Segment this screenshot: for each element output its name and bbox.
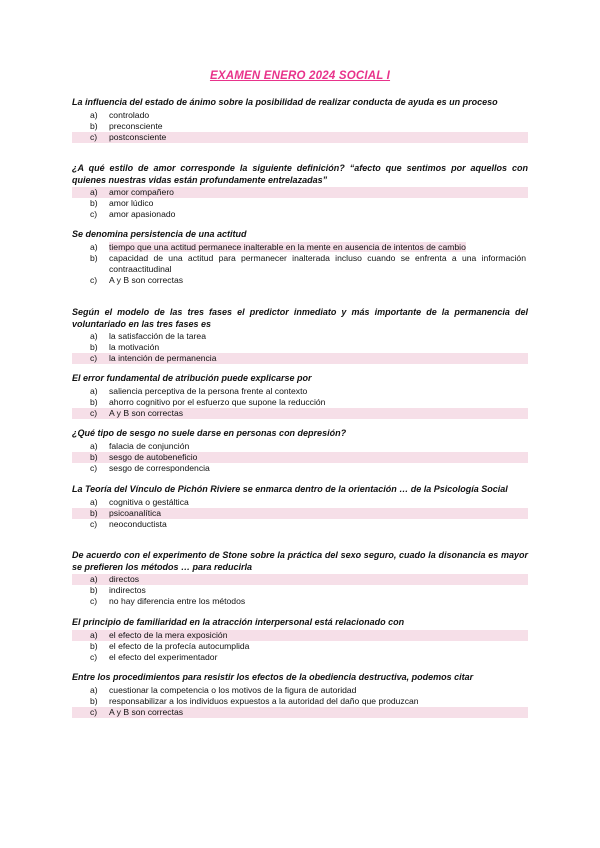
question-text: ¿Qué tipo de sesgo no suele darse en personas con depresión?: [72, 428, 347, 438]
option-a-highlighted: a) el efecto de la mera exposición: [72, 630, 528, 641]
option-b: b) indirectos: [90, 585, 146, 595]
option-a: a) cuestionar la competencia o los motivos de la figura de autoridad: [90, 684, 357, 695]
question-1: [72, 97, 528, 143]
option-a: a) la satisfacción de la tarea: [90, 331, 206, 341]
question-text: ¿A qué estilo de amor corresponde la siguiente definición? “afecto que sentimos por aquellos con quienes nuestras vidas están profundamente entrelazadas”: [72, 163, 528, 185]
option-c: c) A y B son correctas: [90, 274, 184, 285]
question-8: [72, 550, 528, 607]
option-c: c) el efecto del experimentador: [90, 651, 218, 662]
option-b: b) capacidad de una actitud para permanecer inalterada incluso cuando se enfrenta a una información contraactitudinal: [90, 252, 526, 274]
option-b-highlighted: b) psicoanalítica: [72, 508, 528, 519]
option-b-highlighted: b) sesgo de autobeneficio: [72, 452, 528, 463]
option-a: a) controlado: [90, 109, 150, 120]
option-c: c) amor apasionado: [90, 209, 176, 219]
option-c: c) no hay diferencia entre los métodos: [90, 596, 246, 606]
option-b: b) responsabilizar a los individuos expuestos a la autoridad del daño que produzcan: [90, 695, 419, 706]
exam-title: EXAMEN ENERO 2024 SOCIAL I: [209, 70, 391, 82]
question-text: Entre los procedimientos para resistir los efectos de la obediencia destructiva, podemos citar: [72, 672, 474, 682]
question-text: El error fundamental de atribución puede explicarse por: [72, 373, 312, 383]
question-text: Se denomina persistencia de una actitud: [72, 229, 247, 239]
option-b: b) preconsciente: [90, 120, 163, 131]
option-c: c) neoconductista: [90, 518, 167, 529]
question-2: [72, 163, 528, 220]
question-10: [72, 672, 528, 718]
option-b: b) ahorro cognitivo por el esfuerzo que supone la reducción: [90, 396, 326, 407]
option-c-highlighted: c) A y B son correctas: [72, 707, 528, 718]
question-text: La Teoría del Vínculo de Pichón Riviere se enmarca dentro de la orientación … de la Psicología Social: [72, 484, 508, 494]
question-7: [72, 484, 528, 530]
option-a: a) saliencia perceptiva de la persona frente al contexto: [90, 385, 308, 396]
question-6: [72, 428, 528, 474]
option-c: c) sesgo de correspondencia: [90, 462, 210, 473]
question-text: Según el modelo de las tres fases el predictor inmediato y más importante de la permanencia del voluntariado en las tres fases es: [72, 307, 528, 329]
question-text: De acuerdo con el experimento de Stone sobre la práctica del sexo seguro, cuado la disonancia es mayor se prefieren los métodos … para reducirla: [72, 550, 528, 572]
option-b: b) amor lúdico: [90, 198, 154, 208]
option-c-highlighted: c) la intención de permanencia: [72, 353, 528, 364]
option-a: a) falacia de conjunción: [90, 440, 190, 451]
option-a: a) cognitiva o gestáltica: [90, 496, 189, 507]
option-b: b) la motivación: [90, 342, 160, 352]
question-5: [72, 373, 528, 419]
option-c-highlighted: c) postconsciente: [72, 132, 528, 143]
question-9: [72, 617, 528, 663]
question-text: El principio de familiaridad en la atracción interpersonal está relacionado con: [72, 617, 405, 627]
question-3: [72, 229, 528, 286]
option-c-highlighted: c) A y B son correctas: [72, 408, 528, 419]
question-text: La influencia del estado de ánimo sobre la posibilidad de realizar conducta de ayuda es un proceso: [72, 97, 498, 107]
option-a-highlighted: a) directos: [72, 574, 528, 585]
option-b: b) el efecto de la profecía autocumplida: [90, 640, 250, 651]
option-a-highlighted: a) amor compañero: [72, 187, 528, 198]
question-4: [72, 307, 528, 364]
option-a-highlighted: a) tiempo que una actitud permanece inalterable en la mente en ausencia de intentos de cambio: [90, 241, 466, 252]
